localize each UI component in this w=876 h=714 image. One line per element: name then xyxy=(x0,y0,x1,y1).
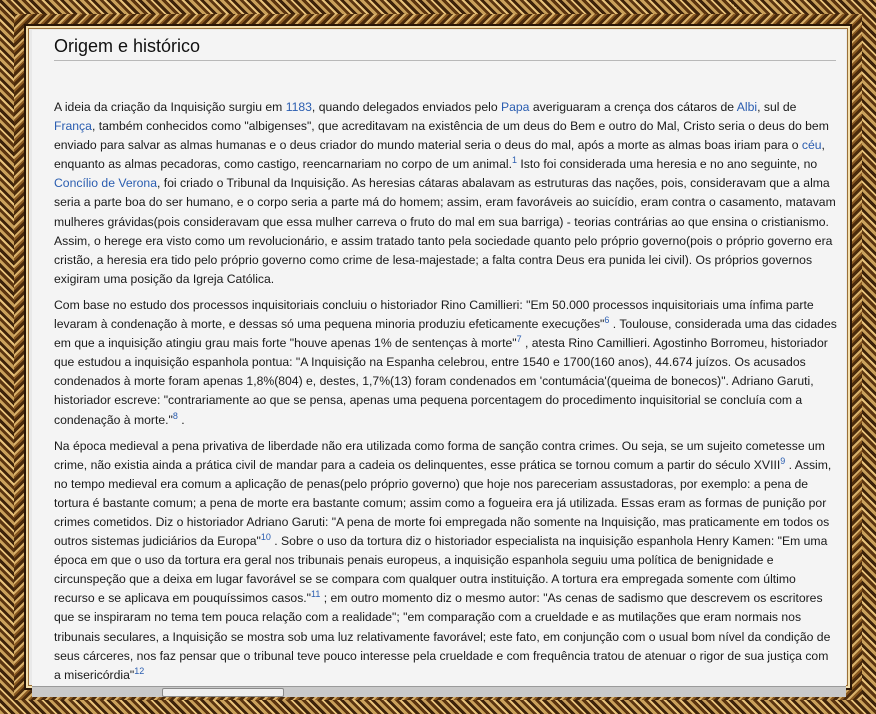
text-run: . Toulouse, considerada uma das cidades em que a inquisição atingiu grau mais forte "houve apenas 1% de sentenças à morte" xyxy=(54,317,837,351)
paragraph-1 xyxy=(54,98,838,289)
text-run: , foi criado o Tribunal da Inquisição. As heresias cátaras abalavam as estruturas das nações, pois, consideravam que a alma seria a parte boa do ser humano, e o corpo seria a parte má do homem; assim, eram favoráveis ao suicídio, eram contra o casamento, matavam mulheres grávidas(pois consideravam que essa mulher carreva o fruto do mal em sua barriga) - teorias contrárias ao que ensina o cristianismo. Assim, o herege era visto como um revolucionário, e assim tratado tanto pela sociedade quanto pelo próprio governo(pois o próprio governo era cristão, a heresia era tido pelo próprio governo como crime de lesa-majestade; a falta contra Deus era punida lei civil). Os próprios governos exigiram uma posição da Igreja Católica. xyxy=(54,176,836,286)
text-run: Com base no estudo dos processos inquisitoriais concluiu o historiador Rino Camillieri: "Em 50.000 processos inquisitoriais uma ínfima parte levaram à condenação à morte, e dessas só uma pequena minoria produziu efeticamente execuções" xyxy=(54,297,814,332)
text-run: . xyxy=(177,412,185,427)
section-heading: Origem e histórico xyxy=(54,36,201,56)
scrollbar-thumb[interactable] xyxy=(162,688,284,697)
wiki-link[interactable]: Albi xyxy=(736,100,758,114)
footnote-ref[interactable]: 10 xyxy=(260,532,271,543)
text-run: ; em outro momento diz o mesmo autor: "As cenas de sadismo que descrevem os escritores que se inspiraram no tema tem pouca relação com a realidade"; "em comparação com a crueldade e as mutilações que eram normais nos tribunais seculares, a Inquisição se mostra sob uma luz relativamente favorável; este fato, em conjunção com o usual bom nível da condição de seus cárceres, nos faz pensar que o tribunal teve pouco interesse pela crueldade e com frequência tratou de atenuar o rigor de sua justiça com a misericórdia" xyxy=(54,591,831,682)
footnote-ref[interactable]: 1 xyxy=(511,155,517,166)
footnote-ref[interactable]: 7 xyxy=(516,334,522,345)
text-run: Isto foi considerada uma heresia e no ano seguinte, no xyxy=(516,157,818,172)
text-run: , enquanto as almas pecadoras, como castigo, reencarnariam no corpo de um animal. xyxy=(54,138,825,172)
footnote-ref[interactable]: 8 xyxy=(172,410,178,421)
wiki-link[interactable]: França xyxy=(54,119,92,134)
wiki-link[interactable]: Papa xyxy=(500,100,530,114)
text-run: A ideia da criação da Inquisição surgiu em xyxy=(54,100,286,114)
footnote-ref[interactable]: 6 xyxy=(604,315,610,326)
article-panel xyxy=(32,30,846,686)
paragraph-3 xyxy=(54,437,838,685)
text-run: , sul de xyxy=(757,100,797,114)
text-run: . Sobre o uso da tortura diz o historiador especialista na inquisição espanhola Henry Kamen: "Em uma época em que o uso da tortura era geral nos tribunais penais europeus, a inquisição espanhola seguiu uma política de benignidade e circunspeção que a deixa em lugar favorável se se compara com qualquer outra instituição. A tortura era empregada somente com último recurso e se aplicava em pouquíssimos casos." xyxy=(54,534,828,606)
horizontal-scrollbar[interactable] xyxy=(32,686,846,697)
text-run: Na época medieval a pena privativa de liberdade não era utilizada como forma de sanção contra crimes. Ou seja, se um sujeito cometesse um crime, não existia ainda a prática civil de mandar para a cadeia os delinquentes, esse prática se tornou comum a partir do século XVIII xyxy=(54,438,825,472)
text-run: , quando delegados enviados pelo xyxy=(311,100,501,114)
wiki-link[interactable]: Concílio de Verona xyxy=(54,176,157,191)
footnote-ref[interactable]: 12 xyxy=(134,665,145,676)
paragraph-2 xyxy=(54,296,838,430)
wiki-link[interactable]: céu xyxy=(801,138,822,153)
footnote-ref[interactable]: 11 xyxy=(311,589,321,600)
heading-divider xyxy=(54,60,836,61)
text-run: averiguaram a crença dos cátaros de xyxy=(529,100,737,114)
text-run: . Assim, no tempo medieval era comum a aplicação de penas(pelo próprio governo) que hoje nos pareceriam assustadoras, por exemplo: a pena de tortura é bastante comum; a pena de morte era bastante comum; assim como a fogueira era já utilizada. Essas eram as formas de punição por crimes cometidos. Diz o historiador Adriano Garuti: "A pena de morte foi empregada não somente na Inquisição, mas praticamente em todos os outros sistemas judiciários da Europa" xyxy=(54,457,832,549)
text-run: , também conhecidos como "albigenses", que acreditavam na existência de um deus do Bem e outro do Mal, Cristo seria o deus do bem enviado para salvar as almas humanas e o deus criador do mundo material seria o deus do mal, após a morte as almas boas iriam para o xyxy=(54,119,829,153)
article-body xyxy=(54,98,838,686)
footnote-ref[interactable]: 9 xyxy=(780,455,786,466)
wiki-link[interactable]: 1183 xyxy=(285,100,312,114)
text-run: , atesta Rino Camillieri. Agostinho Borromeu, historiador que estudou a inquisição espanhola pontua: "A Inquisição na Espanha celebrou, entre 1540 e 1700(160 anos), 44.674 juízos. Os acusados condenados à morte foram apenas 1,8%(804) e, destes, 1,7%(13) foram condenados em 'contumácia'(queima de bonecos)". Adriano Garuti, historiador escreve: "contrariamente ao que se pensa, apenas uma pequena porcentagem do procedimento inquisitorial se concluía com a condenação à morte." xyxy=(54,336,828,427)
